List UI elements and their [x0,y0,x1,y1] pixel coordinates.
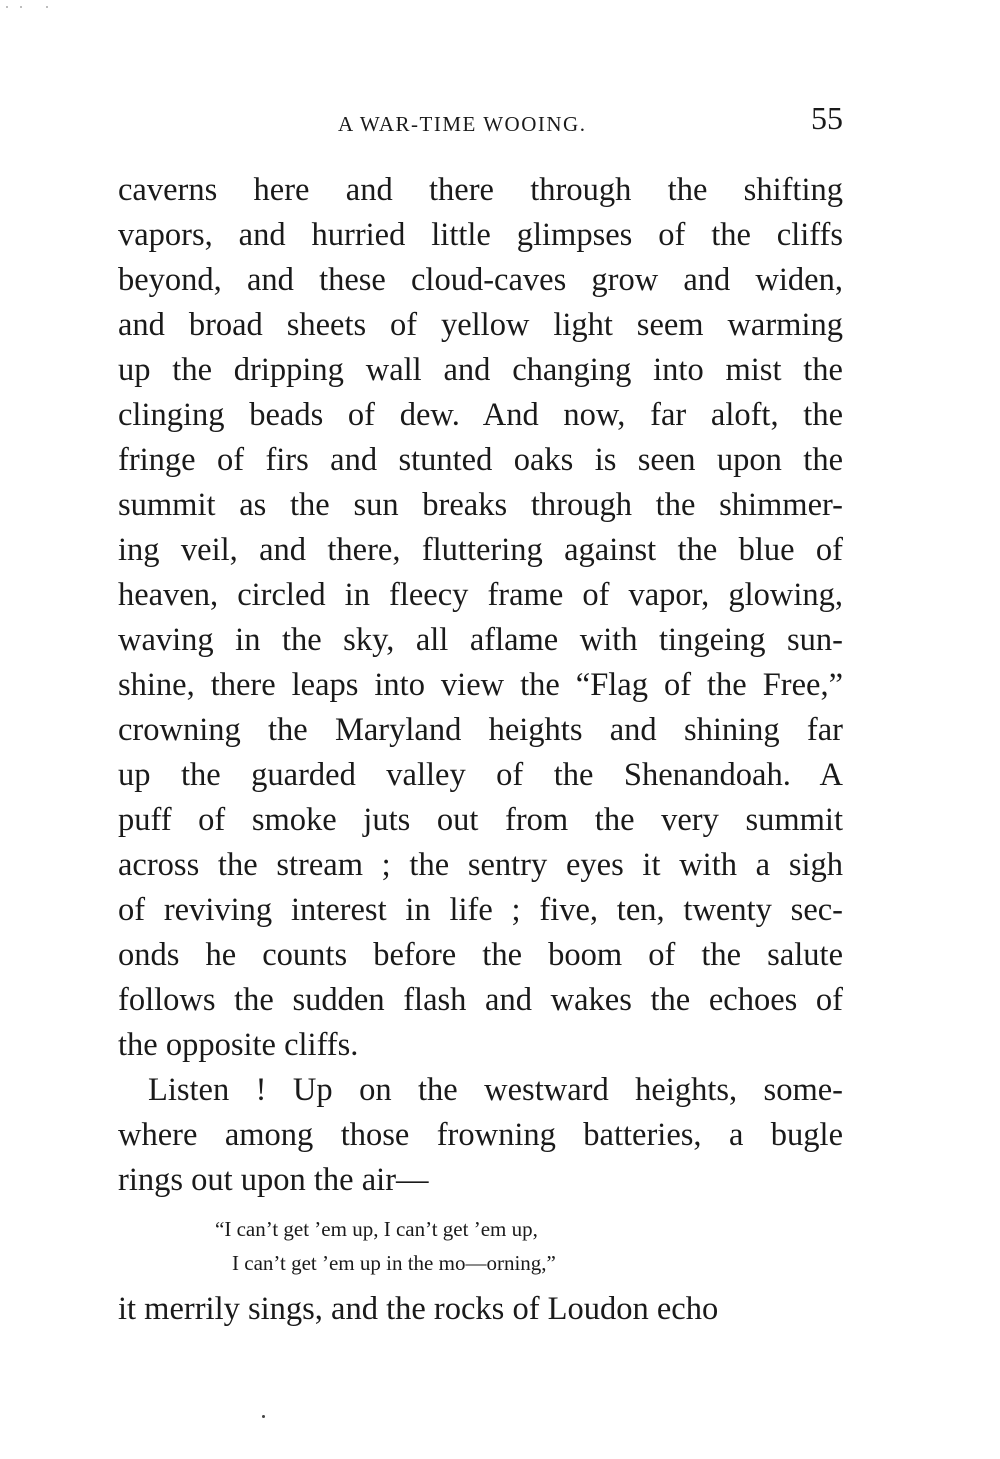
ink-speck [262,1415,265,1418]
text-line: Listen ! Up on the westward heights, some- [148,1072,843,1108]
text-line: follows the sudden flash and wakes the echoes of [118,982,843,1018]
ink-speck [20,6,22,8]
text-line: up the guarded valley of the Shenandoah. A [118,757,843,793]
text-line: where among those frowning batteries, a bugle [118,1117,843,1153]
text-line: crowning the Maryland heights and shining far [118,712,843,748]
text-line: the opposite cliffs. [118,1027,359,1063]
running-head [118,100,843,140]
text-line: clinging beads of dew. And now, far aloft, the [118,397,843,433]
text-line: fringe of firs and stunted oaks is seen upon the [118,442,843,478]
text-line: ing veil, and there, fluttering against the blue of [118,532,843,568]
text-line: beyond, and these cloud-caves grow and widen, [118,262,843,298]
text-line: up the dripping wall and changing into mist the [118,352,843,388]
text-line: shine, there leaps into view the “Flag of the Free,” [118,667,843,703]
running-title: A WAR-TIME WOOING. [338,112,587,136]
text-line: onds he counts before the boom of the salute [118,937,843,973]
text-line: caverns here and there through the shifting [118,172,843,208]
body-text [118,168,843,1203]
ink-speck [46,6,48,8]
text-line: and broad sheets of yellow light seem warming [118,307,843,343]
text-line: summit as the sun breaks through the shimmer- [118,487,843,523]
text-line: puff of smoke juts out from the very summit [118,802,843,838]
text-line: waving in the sky, all aflame with tingeing sun- [118,622,843,658]
text-line: heaven, circled in fleecy frame of vapor, glowing, [118,577,843,613]
ink-speck [6,6,8,8]
page-number: 55 [811,100,843,136]
verse-line: “I can’t get ’em up, I can’t get ’em up, [215,1217,538,1241]
verse-quote [0,1212,1000,1280]
text-line: it merrily sings, and the rocks of Loudon echo [118,1291,719,1327]
verse-line: I can’t get ’em up in the mo—orning,” [232,1251,556,1275]
text-line: across the stream ; the sentry eyes it with a sigh [118,847,843,883]
text-line: of reviving interest in life ; five, ten, twenty sec- [118,892,843,928]
text-line: rings out upon the air— [118,1162,429,1198]
text-line: vapors, and hurried little glimpses of the cliffs [118,217,843,253]
